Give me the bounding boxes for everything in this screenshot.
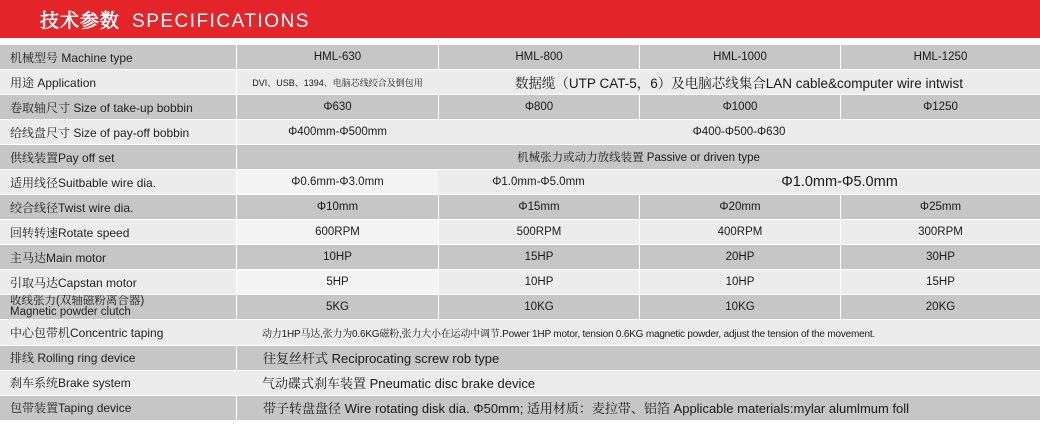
value-cell: 15HP xyxy=(438,245,639,269)
row-label: 包带装置Taping device xyxy=(10,401,132,415)
value-cell: Φ630 xyxy=(236,95,438,119)
title-english: SPECIFICATIONS xyxy=(132,11,310,32)
row-label: 刹车系统Brake system xyxy=(10,376,131,390)
row-tension xyxy=(0,295,1040,320)
row-rolling-ring xyxy=(0,346,1040,371)
row-label: 中心包带机Concentric taping xyxy=(10,325,164,340)
row-label-en: Magnetic powder clutch xyxy=(10,306,131,318)
value-cell: 15HP xyxy=(840,270,1040,294)
value-cell: HML-630 xyxy=(236,45,438,69)
value-cell: Φ400mm-Φ500mm xyxy=(236,120,438,144)
value-cell: Φ25mm xyxy=(840,195,1040,219)
value-cell: 300RPM xyxy=(840,220,1040,244)
row-machine-type xyxy=(0,45,1040,70)
row-concentric-taping xyxy=(0,320,1040,346)
row-label: 适用线径Suitbable wire dia. xyxy=(10,175,157,190)
value-cell: 30HP xyxy=(840,245,1040,269)
value-cell: Φ15mm xyxy=(438,195,639,219)
row-label: 绞合线径Twist wire dia. xyxy=(10,200,134,215)
value-cell: 10KG xyxy=(639,295,840,319)
row-application xyxy=(0,70,1040,95)
value-cell: Φ1250 xyxy=(840,95,1040,119)
row-taping-device xyxy=(0,396,1040,421)
value-cell: 20HP xyxy=(639,245,840,269)
row-wire-dia xyxy=(0,170,1040,195)
page-title xyxy=(40,6,310,33)
row-capstan-motor xyxy=(0,270,1040,295)
value-cell: Φ1.0mm-Φ5.0mm xyxy=(492,176,585,188)
value-cell: 5KG xyxy=(236,295,438,319)
value-cell: 20KG xyxy=(840,295,1040,319)
row-rotate-speed xyxy=(0,220,1040,245)
header-banner xyxy=(0,0,1040,38)
value-cell: 带子转盘盘径 Wire rotating disk dia. Φ50mm; 适用材质：麦拉带、铝箔 Applicable materials:mylar alumlmum foll xyxy=(236,396,1040,420)
value-cell: Φ800 xyxy=(438,95,639,119)
value-cell: 气动碟式刹车装置 Pneumatic disc brake device xyxy=(262,376,536,391)
row-twist-dia xyxy=(0,195,1040,220)
value-cell: 10HP xyxy=(639,270,840,294)
value-cell: 动力1HP马达,张力为0.6KG磁粉,张力大小在运动中调节.Power 1HP motor, tension 0.6KG magnetic powder, adjust the tension of the movement. xyxy=(262,328,876,340)
row-label: 给线盘尺寸 Size of pay-off bobbin xyxy=(10,125,190,140)
row-main-motor xyxy=(0,245,1040,270)
value-cell: 10KG xyxy=(438,295,639,319)
value-cell: HML-1000 xyxy=(639,45,840,69)
row-payoff-bobbin xyxy=(0,120,1040,145)
row-label: 供线装置Pay off set xyxy=(10,150,115,165)
value-cell: Φ1000 xyxy=(639,95,840,119)
value-cell: Φ20mm xyxy=(639,195,840,219)
row-label: 用途 Application xyxy=(10,75,97,90)
row-label: 主马达Main motor xyxy=(10,250,107,265)
row-payoff-set xyxy=(0,145,1040,170)
row-label: 引取马达Capstan motor xyxy=(10,275,137,290)
value-cell: Φ400-Φ500-Φ630 xyxy=(692,126,786,138)
value-cell: 500RPM xyxy=(438,220,639,244)
value-cell: HML-1250 xyxy=(840,45,1040,69)
value-cell: 400RPM xyxy=(639,220,840,244)
row-label: 卷取轴尺寸 Size of take-up bobbin xyxy=(10,100,193,115)
value-cell: HML-800 xyxy=(438,45,639,69)
value-cell: 5HP xyxy=(236,270,438,294)
value-cell: 600RPM xyxy=(236,220,438,244)
value-cell: Φ0.6mm-Φ3.0mm xyxy=(236,170,438,194)
value-cell: 10HP xyxy=(236,245,438,269)
row-label: 机械型号 Machine type xyxy=(10,50,133,65)
value-cell: 往复丝杆式 Reciprocating screw rob type xyxy=(236,346,1040,370)
value-cell: 机械张力或动力放线装置 Passive or driven type xyxy=(236,145,1040,169)
title-chinese: 技术参数 xyxy=(40,11,121,32)
row-brake-system xyxy=(0,371,1040,396)
row-label xyxy=(0,295,236,319)
value-cell: Φ1.0mm-Φ5.0mm xyxy=(781,174,898,190)
row-takeup-bobbin xyxy=(0,95,1040,120)
row-label: 排线 Rolling ring device xyxy=(10,351,136,365)
value-cell: Φ10mm xyxy=(236,195,438,219)
value-cell: DVI、USB、1394、电脑芯线绞合及倒包用 xyxy=(236,70,438,94)
specifications-table xyxy=(0,45,1040,421)
value-cell: 数据缆（UTP CAT-5，6）及电脑芯线集合LAN cable&computer wire intwist xyxy=(514,76,964,91)
row-label-cn: 收线张力(双轴磁粉离合器) xyxy=(10,295,145,307)
row-label: 回转转速Rotate speed xyxy=(10,225,130,240)
value-cell: 10HP xyxy=(438,270,639,294)
